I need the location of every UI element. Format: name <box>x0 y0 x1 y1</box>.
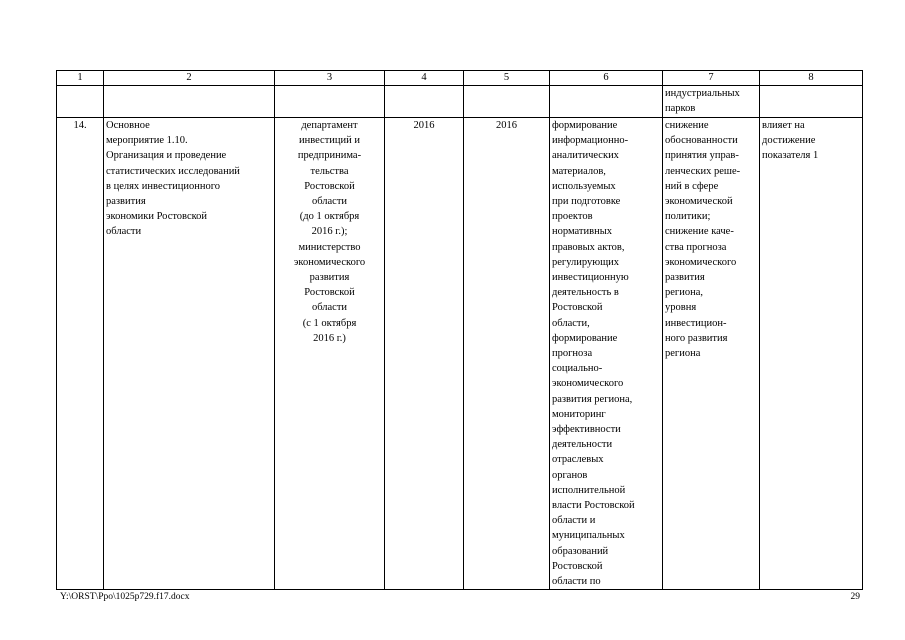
cont-cell-6 <box>550 86 663 118</box>
event-name: Основное мероприятие 1.10. Организация и проведение статистических исследований в целях инвестиционного развития экономики Ростовской области <box>104 118 275 590</box>
col-header-6: 6 <box>550 71 663 86</box>
document-table <box>56 70 863 590</box>
end-year: 2016 <box>464 118 550 590</box>
footer-file-path: Y:\ORST\Ppo\1025p729.f17.docx <box>60 592 190 602</box>
executor: департамент инвестиций и предпринима- тельства Ростовской области (до 1 октября 2016 г.); министерство экономического развития Ростовской области (с 1 октября 2016 г.) <box>275 118 385 590</box>
indicator-link: влияет на достижение показателя 1 <box>760 118 863 590</box>
page-number: 29 <box>850 592 860 602</box>
table-row <box>57 118 863 590</box>
col-header-8: 8 <box>760 71 863 86</box>
col-header-1: 1 <box>57 71 104 86</box>
start-year: 2016 <box>385 118 464 590</box>
cont-cell-1 <box>57 86 104 118</box>
cont-cell-7: индустриальных парков <box>663 86 760 118</box>
col-header-5: 5 <box>464 71 550 86</box>
col-header-7: 7 <box>663 71 760 86</box>
cont-cell-4 <box>385 86 464 118</box>
expected-result: формирование информационно- аналитических материалов, используемых при подготовке проектов нормативных правовых актов, регулирующих инвестиционную деятельность в Ростовской области, формирование прогноза социально- экономического развития региона, мониторинг эффективности деятельности отраслевых органов исполнительной власти Ростовской области и муниципальных образований Ростовской области по <box>550 118 663 590</box>
col-header-4: 4 <box>385 71 464 86</box>
row-number: 14. <box>57 118 104 590</box>
cont-cell-5 <box>464 86 550 118</box>
cont-cell-3 <box>275 86 385 118</box>
col-header-3: 3 <box>275 71 385 86</box>
consequences: снижение обоснованности принятия управ- ленческих реше- ний в сфере экономической политики; снижение каче- ства прогноза экономического развития региона, уровня инвестицион- ного развития региона <box>663 118 760 590</box>
col-header-2: 2 <box>104 71 275 86</box>
continuation-row <box>57 86 863 118</box>
cont-cell-2 <box>104 86 275 118</box>
cont-cell-8 <box>760 86 863 118</box>
header-row <box>57 71 863 86</box>
